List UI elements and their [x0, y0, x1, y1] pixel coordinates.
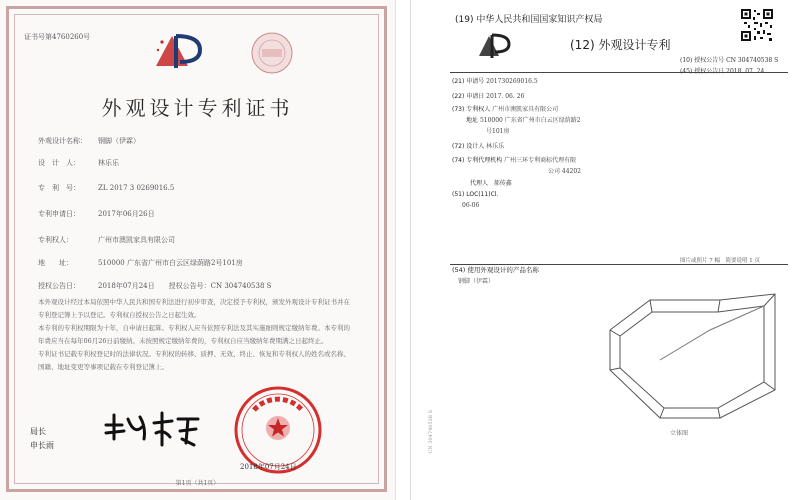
grant-number: (10) 授权公告号 CN 304740538 S — [680, 57, 779, 64]
address-row-cont: 号101房 — [486, 128, 510, 135]
field-designer: 设 计 人： 林乐乐 — [38, 159, 119, 167]
agent-row: 代理人 郝传鑫 — [470, 180, 512, 187]
product-name: 钢脚（伊霖） — [458, 278, 495, 285]
application-date-row: (22) 申请日 2017. 06. 26 — [452, 93, 525, 100]
certificate-paragraph-2: 本专利的专利权期限为十年，自申请日起算。专利权人应当依照专利法及其实施细则规定缴纳年费。本专利的年费应当在每年06月26日前缴纳。未按照规定缴纳年费的，专利权自应当缴纳年费期满之日起终止。 — [38, 324, 350, 345]
agency-row: (74) 专利代理机构 广州三环专利商标代理有限 — [452, 157, 577, 164]
loc-class-value: 06-06 — [462, 202, 480, 209]
certificate-paragraph-3: 专利证书记载专利权登记时的法律状况。专利权的转移、质押、无效、终止、恢复和专利权人的姓名或名称、国籍、地址变更等事项记载在专利登记簿上。 — [38, 350, 350, 371]
patent-office-header: (19) 中华人民共和国国家知识产权局 — [455, 15, 603, 25]
figures-note: 图片或照片 7 幅 简要说明 1 页 — [680, 258, 760, 264]
anticounterfeit-stamp — [247, 28, 297, 78]
certificate-title: 外观设计专利证书 — [101, 96, 294, 120]
drawing-caption: 立体图 — [670, 430, 689, 437]
field-design-name: 外观设计名称： 钢脚（伊霖） — [38, 137, 140, 145]
field-patentee: 专利权人： 广州市澳凯家具有限公司 — [38, 236, 175, 244]
cnipa-logo — [150, 28, 210, 72]
grant-date — [680, 66, 764, 75]
product-name-header: (54) 使用外观设计的产品名称 — [452, 266, 539, 274]
page-divider — [410, 0, 411, 500]
header-rule — [450, 72, 788, 73]
director-label: 局长 — [30, 427, 46, 436]
director-name: 申长雨 — [30, 441, 54, 450]
field-address: 地 址： 510000 广东省广州市白云区绿荫路2号101房 — [38, 259, 243, 267]
agency-row-cont: 公司 44202 — [548, 168, 581, 175]
product-perspective-drawing — [600, 290, 780, 420]
certificate-paragraph-1: 本外观设计经过本局依照中华人民共和国专利法进行初步审查，决定授予专利权，颁发外观设计专利证书并在专利登记簿上予以登记。专利权自授权公告之日起生效。 — [38, 298, 350, 319]
field-filing-date: 专利申请日： 2017年06月26日 — [38, 210, 155, 218]
loc-class-row: (51) LOC(11)Cl. — [452, 191, 499, 198]
application-number-row: (21) 申请号 201730269016.5 — [452, 78, 538, 85]
side-publication-number: CN 304740538 S — [428, 410, 434, 454]
patent-type-header: (12) 外观设计专利 — [570, 38, 671, 52]
qr-code-icon — [740, 8, 774, 42]
field-grant-date: 授权公告日： 2018年07月24日 授权公告号：CN 304740538 S — [38, 282, 272, 290]
patent-office-logo — [475, 30, 515, 60]
certificate-number: 证书号第4760260号 — [24, 33, 91, 41]
seal-date: 2018年07月24日 — [240, 463, 297, 471]
address-row: 地址 510000 广东省广州市白云区绿荫路2 — [466, 117, 581, 124]
certificate-page-number: 第1页（共1页） — [175, 480, 220, 487]
designer-row: (72) 设计人 林乐乐 — [452, 143, 505, 150]
director-signature — [98, 405, 208, 453]
field-patent-number: 专 利 号： ZL 2017 3 0269016.5 — [38, 184, 175, 192]
patentee-row: (73) 专利权人 广州市澳凯家具有限公司 — [452, 106, 559, 113]
